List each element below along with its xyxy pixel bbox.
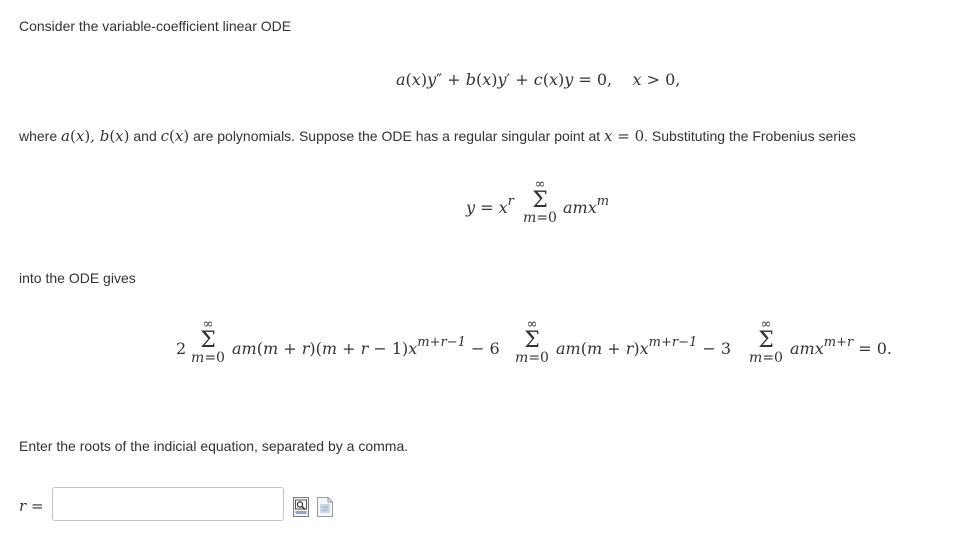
into-text: into the ODE gives: [19, 270, 136, 286]
where-suffix: are polynomials. Suppose the ODE has a regular singular point at: [193, 128, 601, 144]
where-prefix: where: [19, 128, 58, 144]
preview-icon[interactable]: [293, 497, 309, 517]
frobenius-series: $y = x^r$ ∞ Σ m=0 amx$^m$: [466, 177, 610, 226]
intro-text: Consider the variable-coefficient linear ODE: [19, 18, 292, 34]
help-icon[interactable]: [317, 497, 333, 517]
answer-label: r =: [19, 497, 44, 515]
preview-icon-graphic: [293, 497, 309, 517]
prompt-text: Enter the roots of the indicial equation, separated by a comma.: [19, 438, 409, 454]
substituted-equation: 2 ∞ Σ m=0 $am(m + r)(m + r - 1)x^{m+r-1} - 6$ ∞ Σ m=0 $am(m + r)x^{m+r-1} - 3$ ∞ Σ m=0 amx$^{m+r}$ = 0.: [176, 317, 893, 366]
where-line: where a(x), b(x) and c(x) are polynomials. Suppose the ODE has a regular singular point at x = 0. Substituting the Frobenius series: [19, 127, 856, 145]
where-end: . Substituting the Frobenius series: [644, 128, 856, 144]
where-and: and: [133, 128, 157, 144]
help-icon-graphic: [317, 497, 333, 517]
ode-equation: a(x)y″ + b(x)y′ + c(x)y = 0, x > 0,: [396, 70, 681, 89]
answer-input[interactable]: [52, 487, 284, 521]
